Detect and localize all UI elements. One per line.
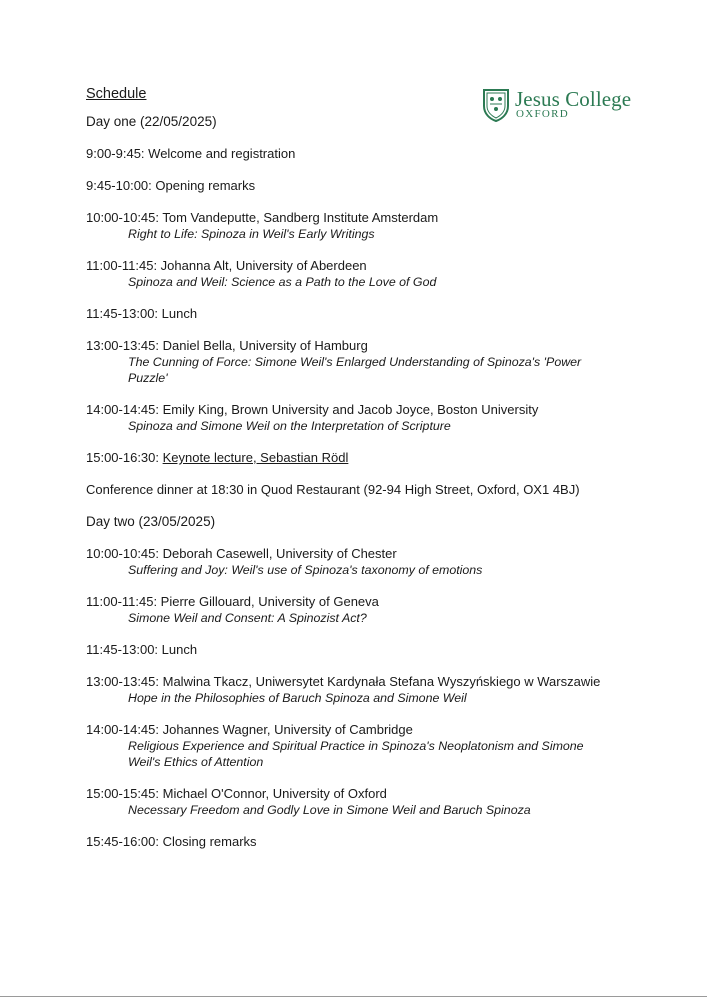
schedule-item [86,306,646,322]
talk-title: Suffering and Joy: Weil's use of Spinoza's taxonomy of emotions [128,563,483,577]
item-time: 15:00-15:45: Michael O'Connor, University of Oxford [86,786,387,801]
college-name: Jesus College [515,87,632,111]
item-time: 11:00-11:45: Pierre Gillouard, University of Geneva [86,594,379,609]
schedule-item [86,178,646,194]
schedule-item [86,642,646,658]
schedule-item [86,722,646,770]
talk-title: Spinoza and Weil: Science as a Path to the Love of God [128,275,437,289]
item-time: 13:00-13:45: Daniel Bella, University of Hamburg [86,338,368,353]
schedule-item [86,834,646,850]
item-time: 11:45-13:00: Lunch [86,306,198,321]
schedule-item [86,338,646,386]
page-title: Schedule [86,86,147,102]
schedule-item [86,258,646,290]
schedule-item [86,786,646,818]
talk-title: Hope in the Philosophies of Baruch Spinoza and Simone Weil [128,691,467,705]
item-time: 11:00-11:45: Johanna Alt, University of Aberdeen [86,258,367,273]
schedule-item [86,546,646,578]
item-time: 15:45-16:00: Closing remarks [86,834,257,849]
page-bottom-divider [0,996,707,997]
talk-title: Spinoza and Simone Weil on the Interpretation of Scripture [128,419,451,433]
talk-title: Necessary Freedom and Godly Love in Simone Weil and Baruch Spinoza [128,803,531,817]
conference-dinner: Conference dinner at 18:30 in Quod Restaurant (92-94 High Street, Oxford, OX1 4BJ) [86,482,580,497]
item-time: 9:45-10:00: Opening remarks [86,178,256,193]
schedule-item [86,674,646,706]
day-one-heading: Day one (22/05/2025) [86,114,217,129]
schedule-item [86,594,646,626]
talk-title: Right to Life: Spinoza in Weil's Early Writings [128,227,375,241]
talk-title: The Cunning of Force: Simone Weil's Enlarged Understanding of Spinoza's 'Power Puzzle' [128,355,582,385]
schedule-content [86,86,646,866]
day-two-heading: Day two (23/05/2025) [86,514,216,529]
item-time: 15:00-16:30: [86,450,163,465]
schedule-item [86,210,646,242]
schedule-item [86,146,646,162]
schedule-item [86,450,646,466]
item-time: 10:00-10:45: Deborah Casewell, University of Chester [86,546,397,561]
talk-title: Simone Weil and Consent: A Spinozist Act? [128,611,367,625]
item-time: 9:00-9:45: Welcome and registration [86,146,296,161]
item-time: 13:00-13:45: Malwina Tkacz, Uniwersytet Kardynała Stefana Wyszyńskiego w Warszawie [86,674,601,689]
item-time: 11:45-13:00: Lunch [86,642,198,657]
keynote-link[interactable]: Keynote lecture, Sebastian Rödl [162,450,349,465]
item-time: 10:00-10:45: Tom Vandeputte, Sandberg Institute Amsterdam [86,210,439,225]
college-location: OXFORD [516,108,570,120]
item-time: 14:00-14:45: Emily King, Brown University and Jacob Joyce, Boston University [86,402,539,417]
talk-title: Religious Experience and Spiritual Practice in Spinoza's Neoplatonism and Simone Weil's Ethics of Attention [128,739,584,769]
item-time: 14:00-14:45: Johannes Wagner, University of Cambridge [86,722,413,737]
schedule-item [86,402,646,434]
